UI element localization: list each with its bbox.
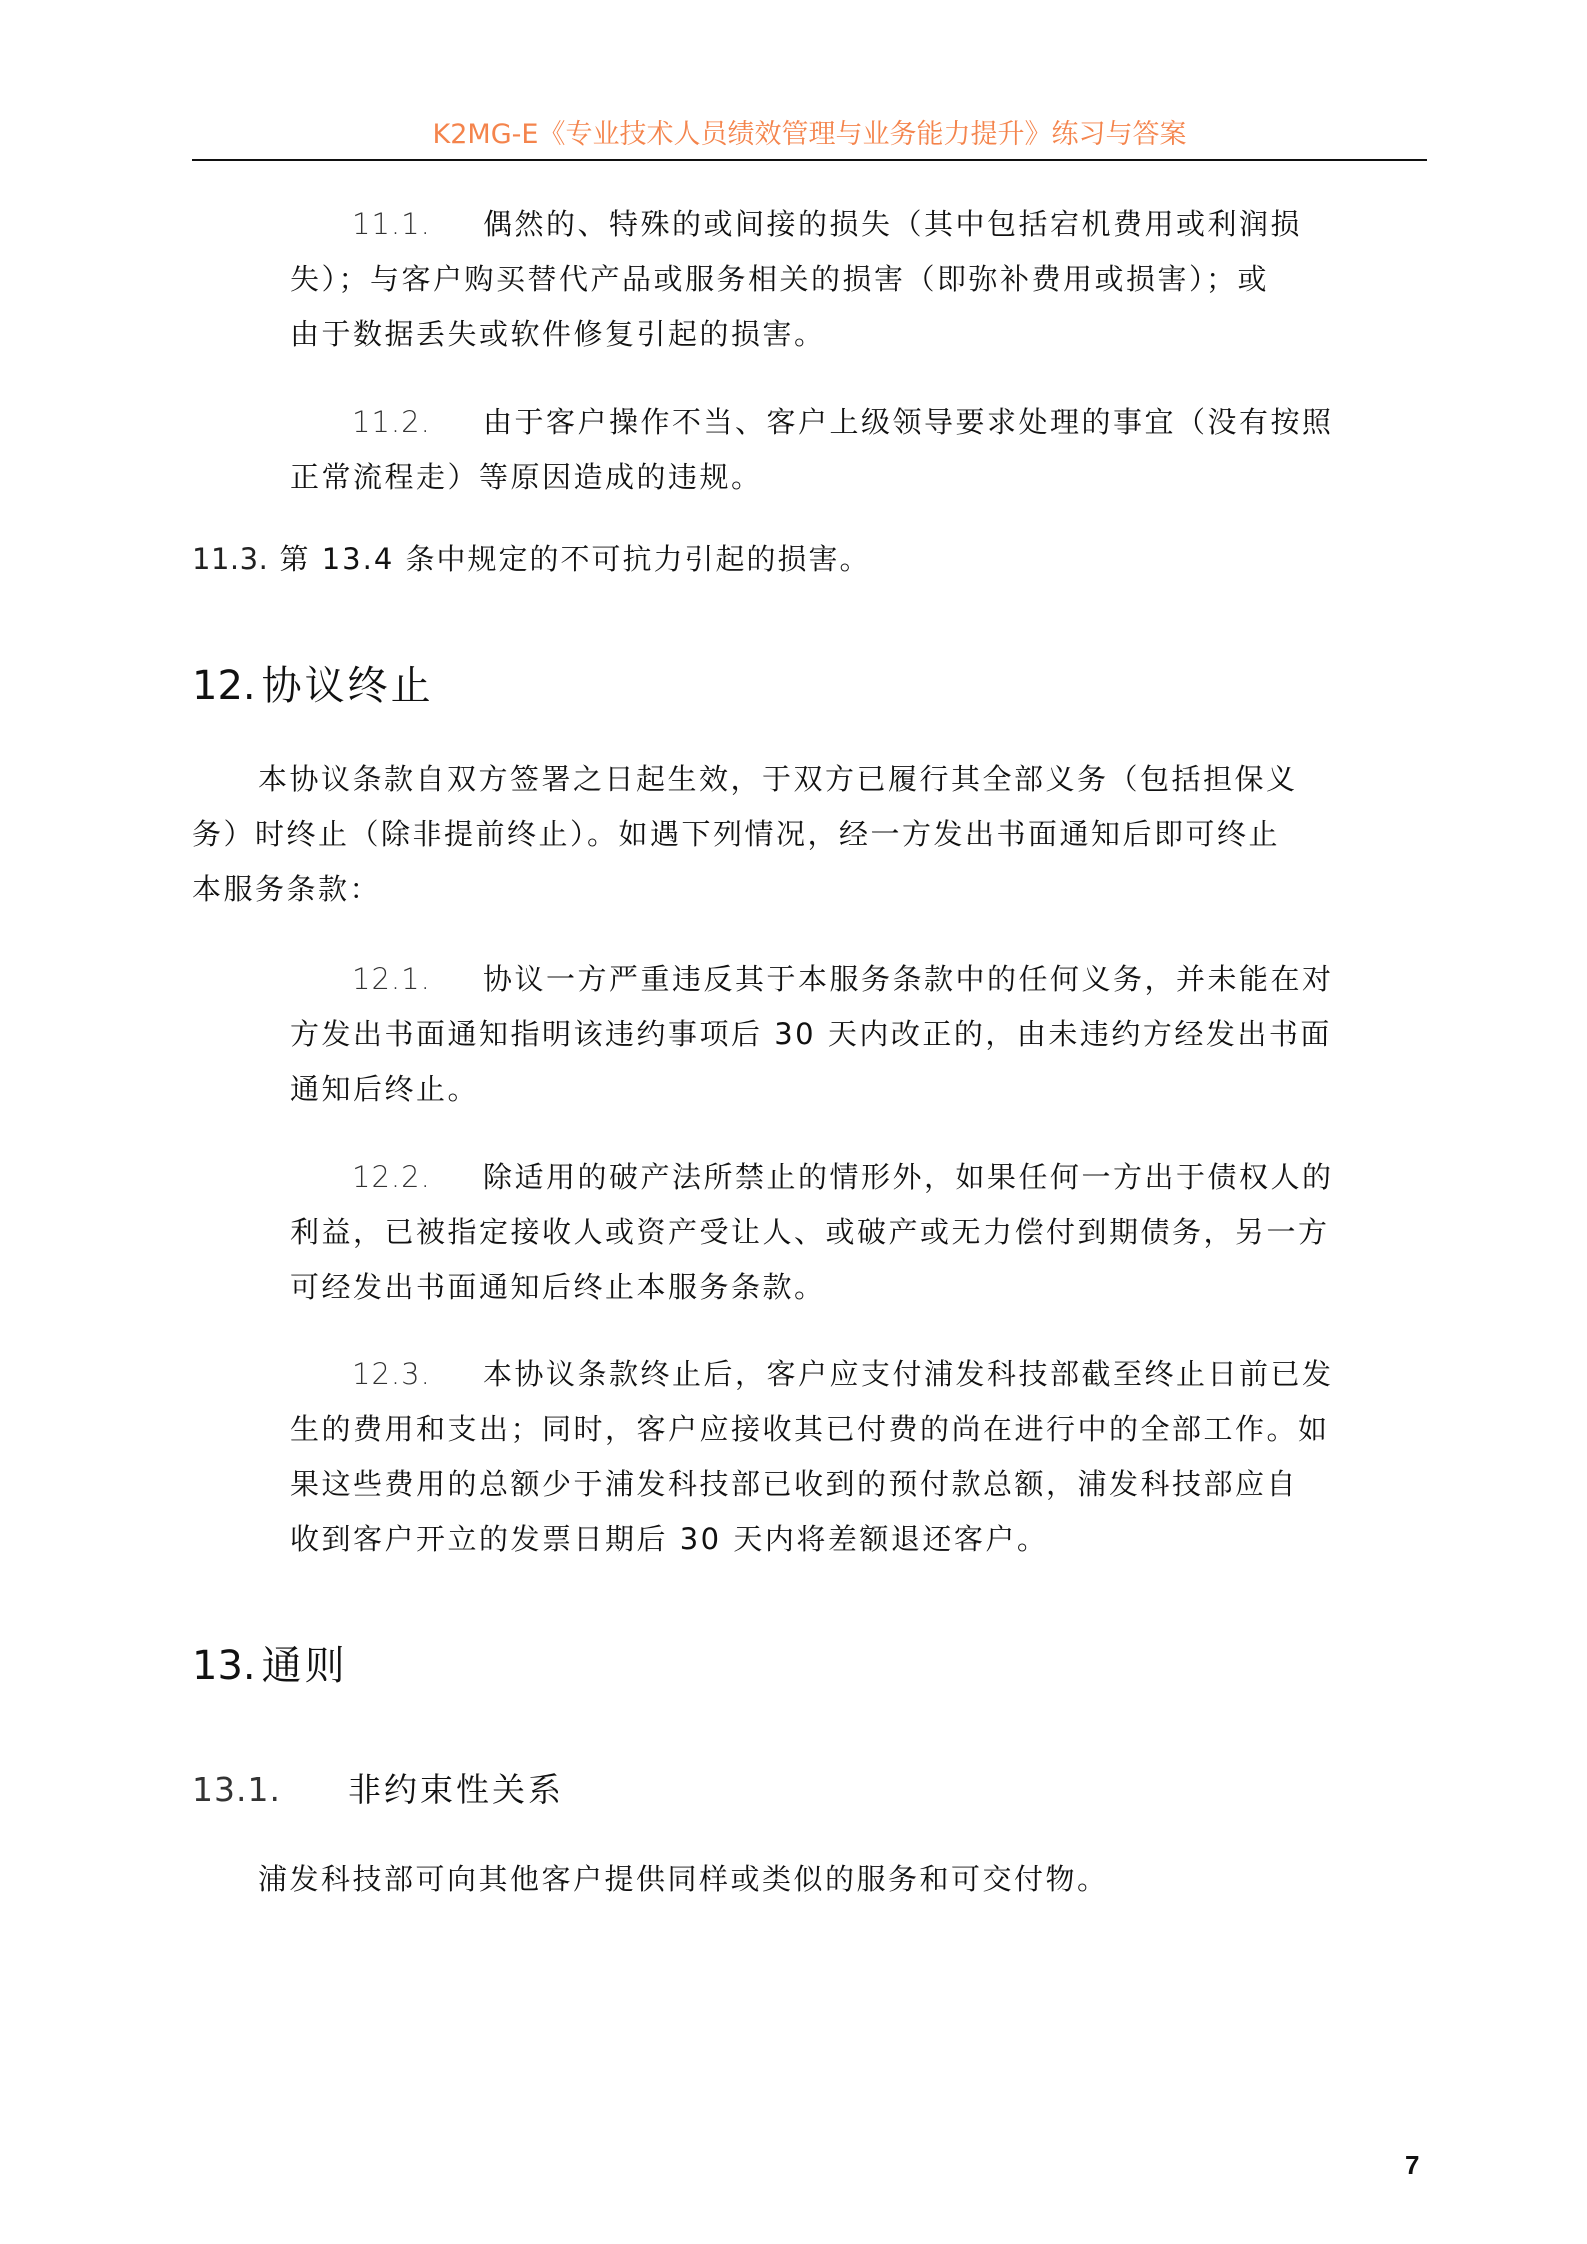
clause-12-1 (290, 952, 1430, 1117)
intro-line: 本服务条款： (192, 872, 382, 906)
clause-text: 除适用的破产法所禁止的情形外，如果任何一方出于债权人的 (483, 1160, 1334, 1194)
subsection-number: 13.1. (192, 1770, 281, 1809)
clause-number: 12.3. (352, 1357, 431, 1391)
clause-12-2 (290, 1150, 1430, 1315)
clause-number: 11.1. (352, 207, 431, 241)
clause-number: 12.2. (352, 1160, 431, 1194)
intro-line: 本协议条款自双方签署之日起生效，于双方已履行其全部义务（包括担保义 (258, 762, 1298, 796)
clause-number: 11.2. (352, 405, 431, 439)
clause-text: 本协议条款终止后，客户应支付浦发科技部截至终止日前已发 (483, 1357, 1334, 1391)
clause-text-line: 失）；与客户购买替代产品或服务相关的损害（即弥补费用或损害）；或 (290, 262, 1270, 296)
clause-text-line: 可经发出书面通知后终止本服务条款。 (290, 1270, 826, 1304)
clause-text-line: 果这些费用的总额少于浦发科技部已收到的预付款总额，浦发科技部应自 (290, 1467, 1299, 1501)
clause-text-line: 利益，已被指定接收人或资产受让人、或破产或无力偿付到期债务，另一方 (290, 1215, 1330, 1249)
section-heading-13 (192, 1636, 348, 1696)
clause-text-line: 正常流程走）等原因造成的违规。 (290, 460, 763, 494)
clause-text-line: 生的费用和支出；同时，客户应接收其已付费的尚在进行中的全部工作。如 (290, 1412, 1330, 1446)
subsection-title: 非约束性关系 (348, 1770, 564, 1809)
clause-number: 12.1. (352, 962, 431, 996)
header-divider (192, 159, 1427, 161)
clause-text-line: 由于数据丢失或软件修复引起的损害。 (290, 317, 826, 351)
clause-11-2 (290, 395, 1430, 505)
intro-line: 务）时终止（除非提前终止）。如遇下列情况，经一方发出书面通知后即可终止 (192, 817, 1281, 851)
body-text: 浦发科技部可向其他客户提供同样或类似的服务和可交付物。 (258, 1862, 1109, 1896)
clause-text-line: 收到客户开立的发票日期后 30 天内将差额退还客户。 (290, 1522, 1049, 1556)
page-header-title: K2MG-E《专业技术人员绩效管理与业务能力提升》练习与答案 (432, 119, 1187, 150)
section-heading-12 (192, 656, 434, 716)
clause-12-3 (290, 1347, 1430, 1567)
section-title: 通则 (261, 1643, 348, 1689)
clause-11-3 (192, 532, 1427, 587)
section-12-intro (192, 752, 1427, 917)
clause-text: 第 13.4 条中规定的不可抗力引起的损害。 (279, 542, 871, 576)
page-number: 7 (1405, 2150, 1420, 2180)
clause-text: 由于客户操作不当、客户上级领导要求处理的事宜（没有按照 (483, 405, 1334, 439)
subsection-heading-13-1 (192, 1762, 564, 1817)
clause-text: 协议一方严重违反其于本服务条款中的任何义务，并未能在对 (483, 962, 1334, 996)
section-number: 13. (192, 1643, 256, 1689)
clause-text-line: 方发出书面通知指明该违约事项后 30 天内改正的，由未违约方经发出书面 (290, 1017, 1332, 1051)
clause-text: 偶然的、特殊的或间接的损失（其中包括宕机费用或利润损 (483, 207, 1303, 241)
clause-number: 11.3. (192, 542, 269, 576)
section-title: 协议终止 (261, 663, 434, 709)
clause-11-1 (290, 197, 1430, 362)
clause-text-line: 通知后终止。 (290, 1072, 480, 1106)
section-number: 12. (192, 663, 256, 709)
subsection-13-1-body (192, 1852, 1427, 1907)
